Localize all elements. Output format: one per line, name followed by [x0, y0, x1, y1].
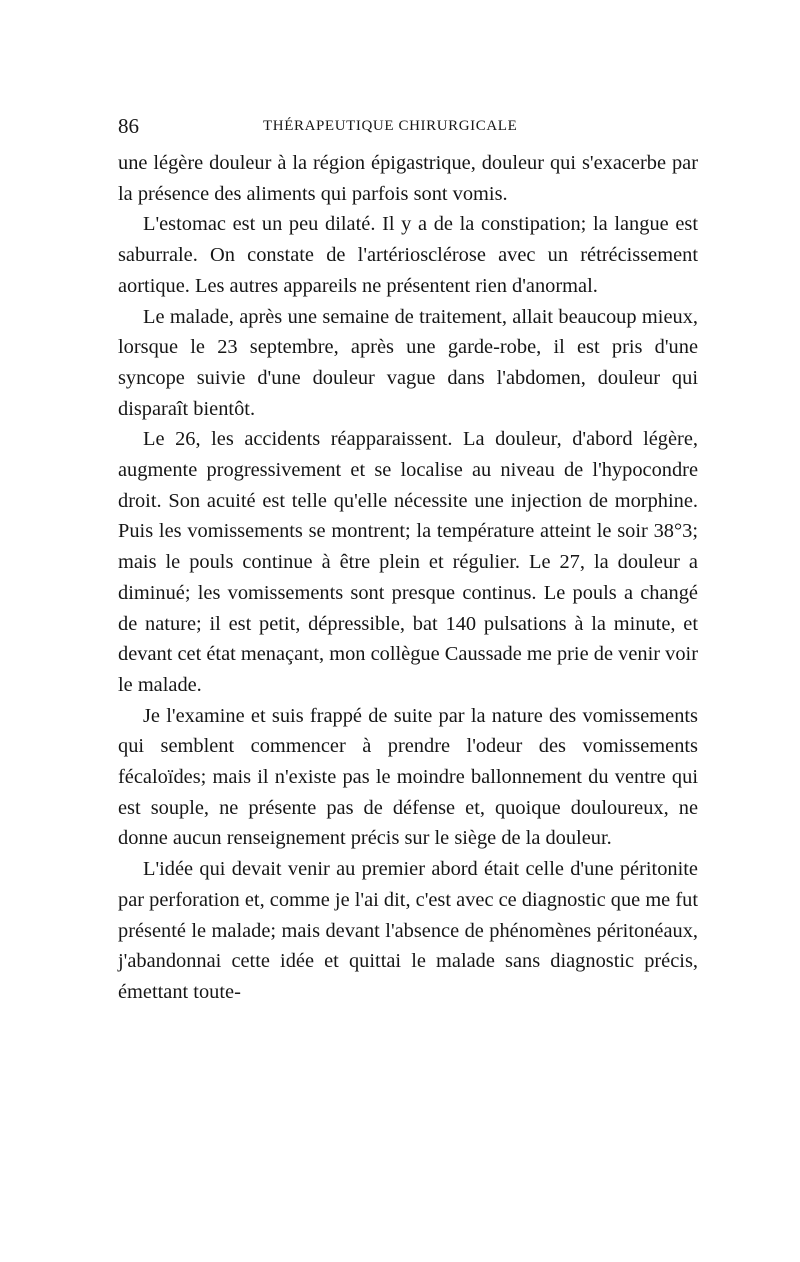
book-page [118, 108, 698, 1008]
running-title: THÉRAPEUTIQUE CHIRURGICALE [263, 118, 518, 134]
paragraph: Je l'examine et suis frappé de suite par la nature des vomissements qui semblent commencer à prendre l'odeur des vomissements fécaloïdes; mais il n'existe pas le moindre ballonnement du ventre qui est souple, ne présente pas de défense et, quoique douloureux, ne donne aucun renseignement précis sur le siège de la douleur. [118, 704, 698, 850]
running-head [118, 108, 698, 148]
paragraph: L'idée qui devait venir au premier abord était celle d'une péritonite par perforation et, comme je l'ai dit, c'est avec ce diagnostic que me fut présenté le malade; mais devant l'absence de phénomènes péritonéaux, j'abandonnai cette idée et quittai le malade sans diagnostic précis, émettant toute- [118, 858, 698, 1003]
page-number: 86 [118, 114, 139, 138]
paragraph: Le malade, après une semaine de traitement, allait beaucoup mieux, lorsque le 23 septembre, après une garde-robe, il est pris d'une syncope suivie d'une douleur vague dans l'abdomen, douleur qui disparaît bientôt. [118, 305, 698, 420]
paragraph: L'estomac est un peu dilaté. Il y a de la constipation; la langue est saburrale. On constate de l'artériosclérose avec un rétrécissement aortique. Les autres appareils ne présentent rien d'anormal. [118, 213, 698, 297]
paragraph-continued: une légère douleur à la région épigastrique, douleur qui s'exacerbe par la présence des aliments qui parfois sont vomis. [118, 152, 698, 205]
body-text [118, 148, 698, 1008]
paragraph: Le 26, les accidents réapparaissent. La douleur, d'abord légère, augmente progressivement et se localise au niveau de l'hypocondre droit. Son acuité est telle qu'elle nécessite une injection de morphine. Puis les vomissements se montrent; la température atteint le soir 38°3; mais le pouls continue à être plein et régulier. Le 27, la douleur a diminué; les vomissements sont presque continus. Le pouls a changé de nature; il est petit, dépressible, bat 140 pulsations à la minute, et devant cet état menaçant, mon collègue Caussade me prie de venir voir le malade. [118, 428, 698, 696]
